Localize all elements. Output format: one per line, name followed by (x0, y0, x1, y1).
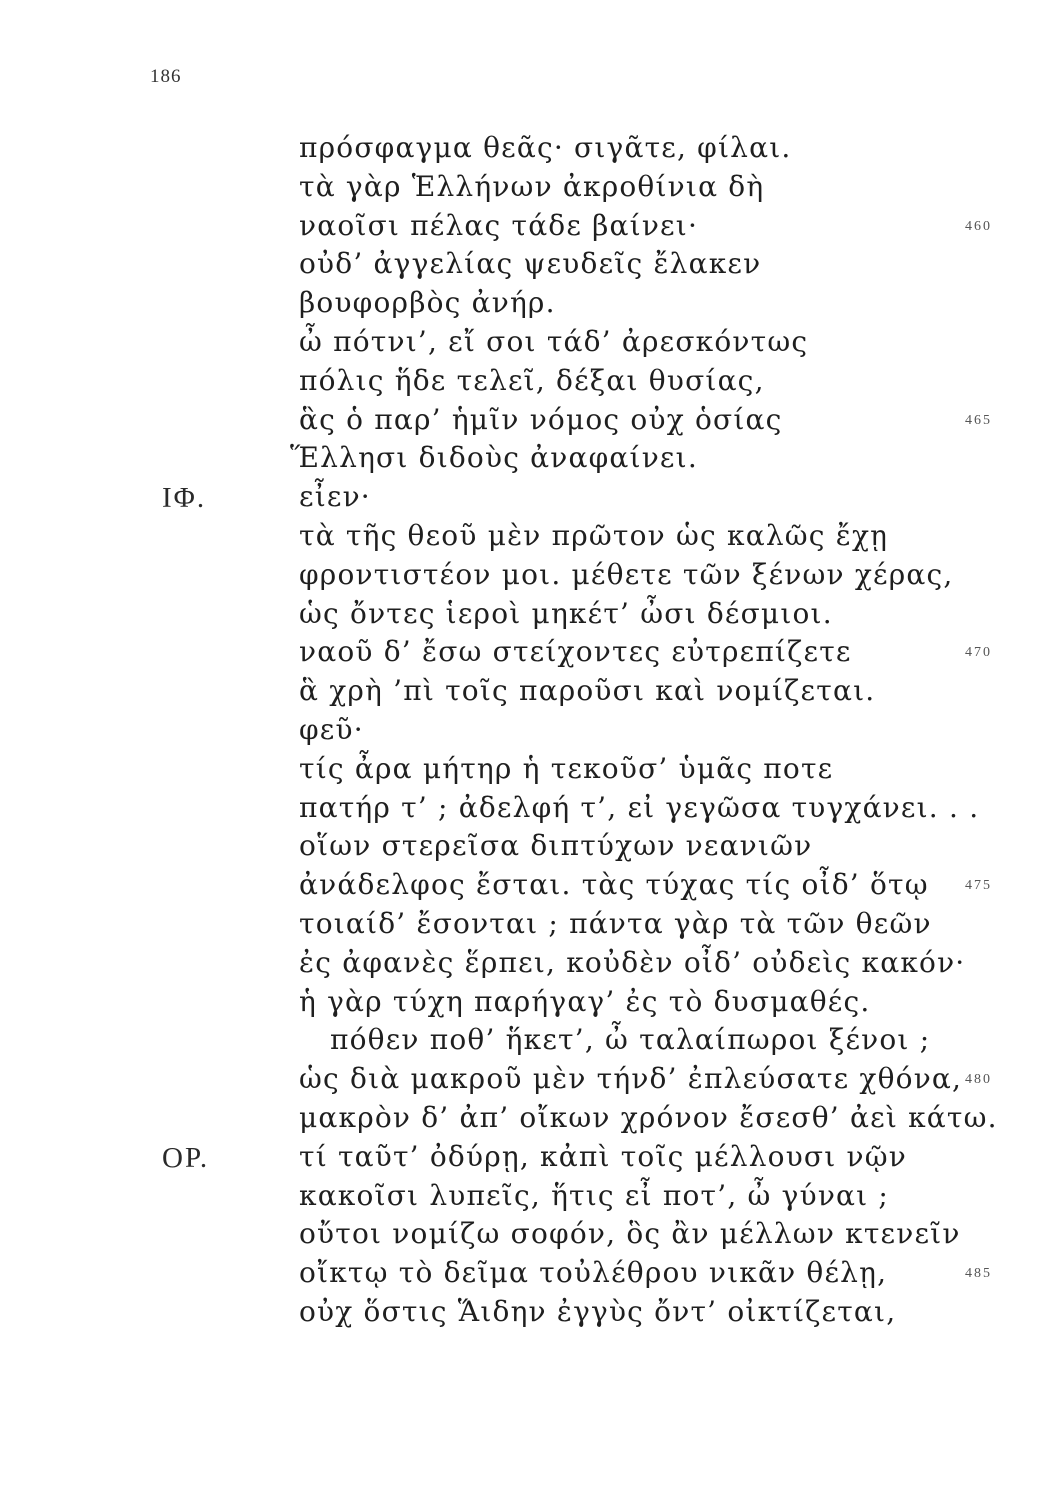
verse-line (0, 1295, 1057, 1334)
verse-line (0, 364, 1057, 403)
verse-text: τὰ τῆς θεοῦ μὲν πρῶτον ὡς καλῶς ἔχῃ (299, 518, 889, 552)
speaker-label: ΙΦ. (162, 482, 207, 515)
verse-text: οἵων στερεῖσα διπτύχων νεανιῶν (299, 829, 813, 863)
verse-text: βουφορβὸς ἀνήρ. (299, 286, 556, 320)
verse-text: οὔτοι νομίζω σοφόν, ὃς ἂν μέλλων κτενεῖν (299, 1217, 961, 1251)
verse-line (0, 247, 1057, 286)
verse-text: οὐχ ὅστις Ἅιδην ἐγγὺς ὄντ’ οἰκτίζεται, (299, 1294, 897, 1328)
verse-text: τοιαίδ’ ἔσονται ; πάντα γὰρ τὰ τῶν θεῶν (299, 906, 932, 940)
verse-text: ὦ πότνι’, εἴ σοι τάδ’ ἀρεσκόντως (299, 324, 809, 358)
verse-text: ναοῖσι πέλας τάδε βαίνει· (299, 208, 699, 242)
verse-text: φεῦ· (299, 712, 364, 746)
verse-line (0, 713, 1057, 752)
line-number: 480 (965, 1072, 992, 1088)
line-number: 470 (965, 645, 992, 661)
line-number: 460 (965, 218, 992, 234)
verse-line (0, 170, 1057, 209)
verse-text: τί ταῦτ’ ὀδύρῃ, κἀπὶ τοῖς μέλλουσι νῷν (299, 1139, 907, 1173)
verse-line (0, 1062, 1057, 1101)
verse-text: ναοῦ δ’ ἔσω στείχοντες εὐτρεπίζετε (299, 635, 852, 669)
verse-text: πατήρ τ’ ; ἀδελφή τ’, εἰ γεγῶσα τυγχάνει. . . (299, 790, 980, 824)
verse-line (0, 131, 1057, 170)
verse-text: ἃ χρὴ ’πὶ τοῖς παροῦσι καὶ νομίζεται. (299, 674, 876, 708)
verse-text: οὐδ’ ἀγγελίας ψευδεῖς ἔλακεν (299, 247, 762, 281)
verse-text: οἴκτῳ τὸ δεῖμα τοὐλέθρου νικᾶν θέλῃ, (299, 1256, 888, 1290)
verse-line (0, 441, 1057, 480)
line-number: 475 (965, 878, 992, 894)
speaker-label: ΟΡ. (162, 1141, 210, 1174)
verse-text: ὡς διὰ μακροῦ μὲν τήνδ’ ἐπλεύσατε χθόνα, (299, 1062, 963, 1096)
verse-text: φροντιστέον μοι. μέθετε τῶν ξένων χέρας, (299, 557, 954, 591)
verse-line (0, 558, 1057, 597)
verse-line (0, 791, 1057, 830)
verse-text: ἃς ὁ παρ’ ἡμῖν νόμος οὐχ ὁσίας (299, 402, 783, 436)
verse-line (0, 403, 1057, 442)
verse-text: κακοῖσι λυπεῖς, ἥτις εἶ ποτ’, ὦ γύναι ; (299, 1178, 890, 1212)
verse-line (0, 1140, 1057, 1179)
verse-text: ἐς ἀφανὲς ἕρπει, κοὐδὲν οἶδ’ οὐδεὶς κακόν· (299, 945, 966, 979)
verse-text: πόλις ἥδε τελεῖ, δέξαι θυσίας, (299, 363, 765, 397)
verse-block (0, 131, 1057, 1334)
line-number: 465 (965, 412, 992, 428)
verse-text: ἡ γὰρ τύχη παρήγαγ’ ἐς τὸ δυσμαθές. (299, 984, 871, 1018)
verse-line (0, 907, 1057, 946)
verse-line (0, 752, 1057, 791)
verse-line (0, 1101, 1057, 1140)
page-number: 186 (150, 66, 182, 87)
verse-line (0, 480, 1057, 519)
verse-text: τίς ἆρα μήτηρ ἡ τεκοῦσ’ ὑμᾶς ποτε (299, 751, 834, 785)
verse-line (0, 946, 1057, 985)
verse-line (0, 635, 1057, 674)
verse-line (0, 868, 1057, 907)
line-number: 485 (965, 1266, 992, 1282)
verse-text: Ἕλλησι διδοὺς ἀναφαίνει. (290, 441, 698, 475)
verse-line (0, 209, 1057, 248)
verse-line (0, 1179, 1057, 1218)
verse-text: εἶεν· (299, 480, 371, 514)
verse-text: ὡς ὄντες ἱεροὶ μηκέτ’ ὦσι δέσμιοι. (299, 596, 833, 630)
verse-line (0, 985, 1057, 1024)
verse-line (0, 829, 1057, 868)
verse-text: ἀνάδελφος ἔσται. τὰς τύχας τίς οἶδ’ ὅτῳ (299, 868, 929, 902)
verse-line (0, 674, 1057, 713)
verse-text: πρόσφαγμα θεᾶς· σιγᾶτε, φίλαι. (299, 131, 792, 164)
verse-line (0, 519, 1057, 558)
verse-line (0, 1023, 1057, 1062)
verse-line (0, 325, 1057, 364)
verse-text: τὰ γὰρ Ἑλλήνων ἀκροθίνια δὴ (299, 169, 765, 203)
verse-line (0, 1217, 1057, 1256)
verse-text: πόθεν ποθ’ ἥκετ’, ὦ ταλαίπωροι ξένοι ; (330, 1023, 931, 1057)
verse-line (0, 597, 1057, 636)
verse-line (0, 286, 1057, 325)
verse-line (0, 1256, 1057, 1295)
verse-text: μακρὸν δ’ ἀπ’ οἴκων χρόνον ἔσεσθ’ ἀεὶ κάτω. (299, 1100, 998, 1134)
